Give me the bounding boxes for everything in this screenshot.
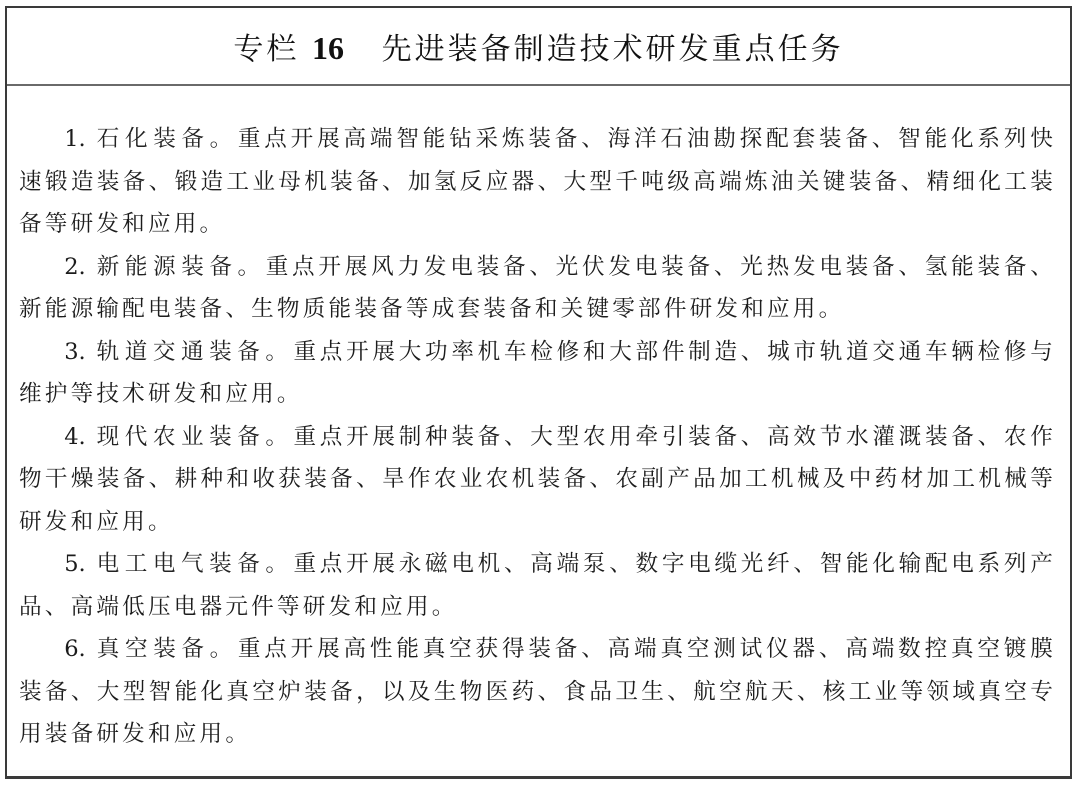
column-title <box>233 24 843 68</box>
item-heading: 真空装备。 <box>96 636 238 662</box>
item-heading: 现代农业装备。 <box>96 423 294 450</box>
title-prefix: 专栏 <box>233 32 300 67</box>
item-body: 重点开展高端智能钻采炼装备、海洋石油勘探配套装备、智能化系列快速锻造装备、锻造工业母机装备、加氢反应器、大型千吨级高端炼油关键装备、精细化工装备等研发和应用。 <box>19 126 1057 237</box>
task-item-5 <box>19 543 1056 628</box>
task-item-3 <box>19 331 1056 416</box>
task-item-4 <box>19 416 1056 544</box>
item-heading: 新能源装备。 <box>96 253 266 280</box>
task-item-2 <box>19 246 1056 331</box>
column-box <box>5 6 1072 779</box>
item-heading: 轨道交通装备。 <box>96 338 294 365</box>
item-body: 重点开展永磁电机、高端泵、数字电缆光纤、智能化输配电系列产品、高端低压电器元件等研发和应用。 <box>19 551 1056 620</box>
item-number: 5. <box>64 551 86 577</box>
item-heading: 石化装备。 <box>96 126 238 152</box>
item-number: 3. <box>64 338 86 365</box>
item-body: 重点开展高性能真空获得装备、高端真空测试仪器、高端数控真空镀膜装备、大型智能化真空炉装备，以及生物医药、食品卫生、航空航天、核工业等领域真空专用装备研发和应用。 <box>19 636 1057 747</box>
title-text: 先进装备制造技术研发重点任务 <box>381 32 844 67</box>
item-body: 重点开展制种装备、大型农用牵引装备、高效节水灌溉装备、农作物干燥装备、耕种和收获装备、旱作农业农机装备、农副产品加工机械及中药材加工机械等研发和应用。 <box>19 423 1056 535</box>
item-number: 4. <box>64 423 86 450</box>
item-number: 1. <box>64 126 86 152</box>
item-body: 重点开展大功率机车检修和大部件制造、城市轨道交通车辆检修与维护等技术研发和应用。 <box>19 338 1056 407</box>
item-number: 2. <box>64 253 86 280</box>
column-content <box>7 86 1070 756</box>
item-heading: 电工电气装备。 <box>96 551 294 577</box>
item-number: 6. <box>64 636 86 662</box>
item-body: 重点开展风力发电装备、光伏发电装备、光热发电装备、氢能装备、新能源输配电装备、生物质能装备等成套装备和关键零部件研发和应用。 <box>19 253 1057 322</box>
task-item-1 <box>19 118 1056 246</box>
title-row <box>7 8 1070 86</box>
column-number: 16 <box>311 30 344 66</box>
task-item-6 <box>19 628 1056 756</box>
